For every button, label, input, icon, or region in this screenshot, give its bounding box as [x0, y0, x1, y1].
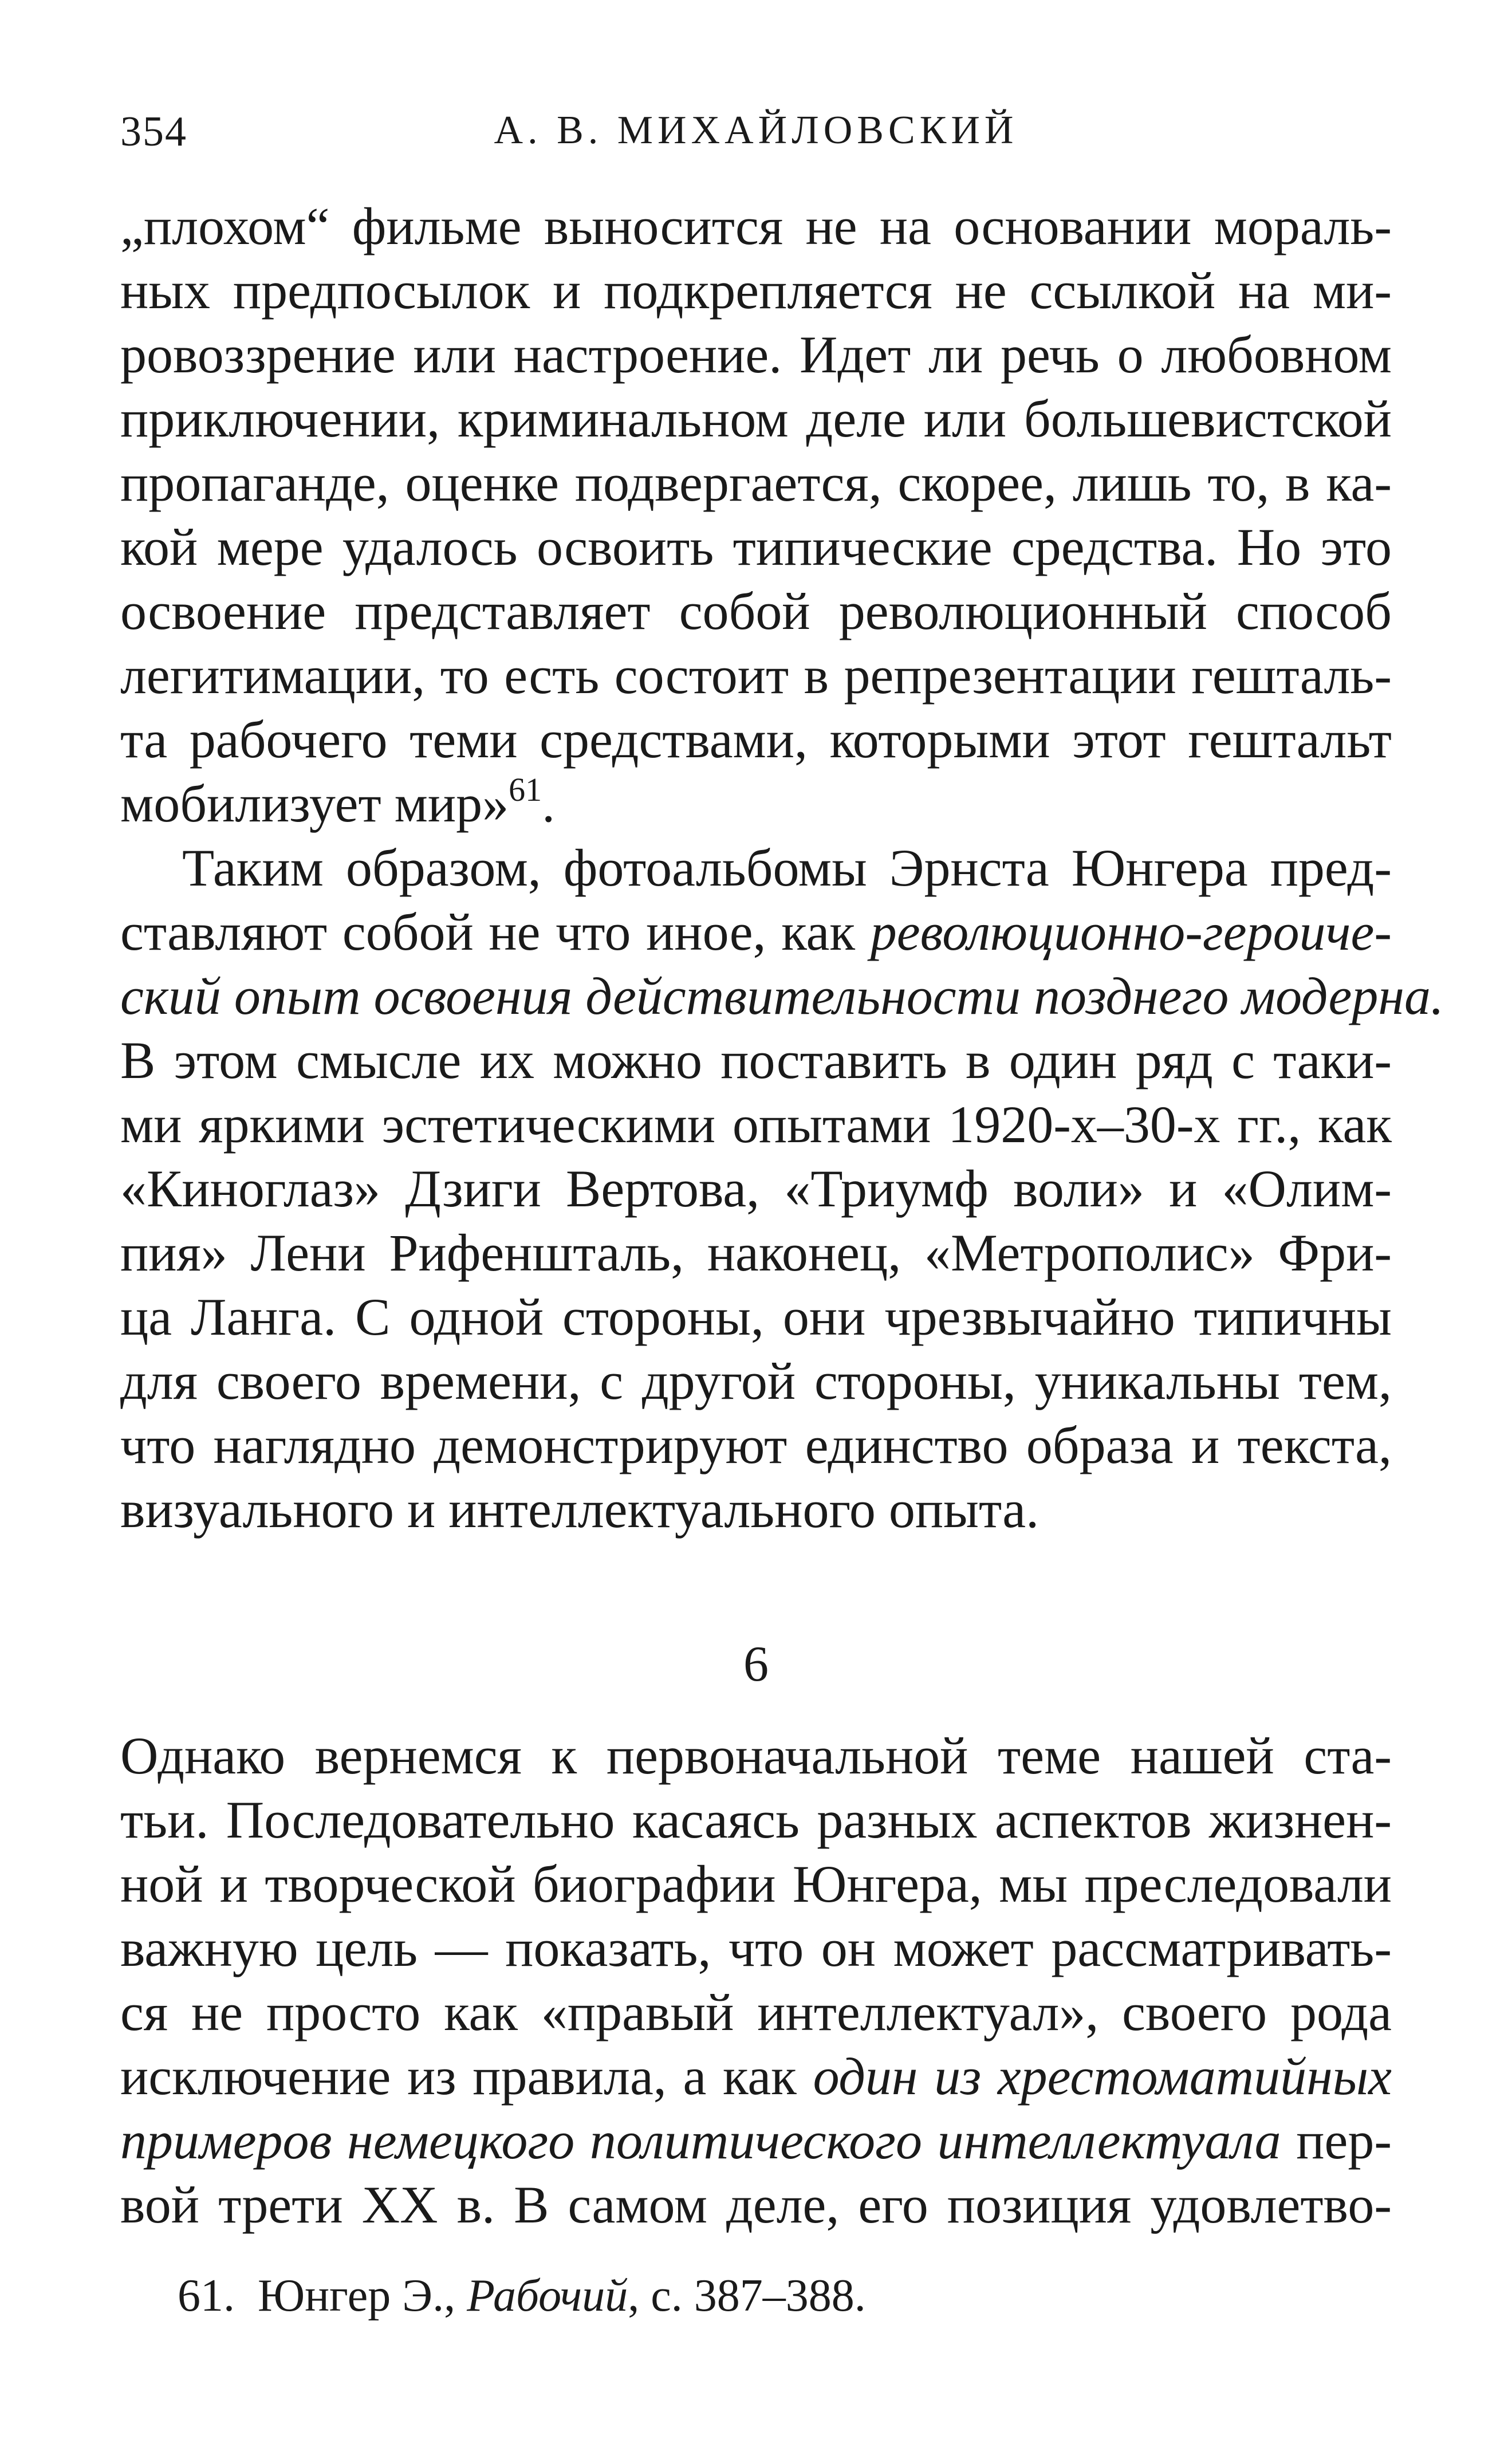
text-line	[120, 2045, 1392, 2111]
text-line: ровоззрение или настроение. Идет ли речь о любовном	[120, 325, 1392, 384]
text-line: тьи. Последовательно касаясь разных аспектов жизнен-	[120, 1791, 1392, 1849]
text-span: мобилизует мир»	[120, 774, 509, 833]
text-line: ных предпосылок и подкрепляется не ссылкой на ми-	[120, 261, 1392, 320]
text-line: „плохом“ фильме выносится не на основании мораль-	[120, 197, 1392, 255]
text-line: В этом смысле их можно поставить в один ряд с таки-	[120, 1031, 1392, 1089]
page-number: 354	[120, 108, 187, 155]
text-line: ной и творческой биографии Юнгера, мы преследовали	[120, 1855, 1392, 1913]
text-line: для своего времени, с другой стороны, уникальны тем,	[120, 1352, 1392, 1410]
text-line: вой трети XX в. В самом деле, его позиция удовлетво-	[120, 2176, 1392, 2234]
italic-emphasis: революционно-героиче-	[870, 903, 1392, 961]
text-line: легитимации, то есть состоит в репрезентации гешталь-	[120, 646, 1392, 705]
text-line: кой мере удалось освоить типические средства. Но это	[120, 518, 1392, 576]
text-span: пер-	[1281, 2111, 1392, 2170]
text-line	[120, 772, 1392, 838]
italic-emphasis: примеров немецкого политического интеллектуала	[120, 2111, 1281, 2170]
text-line: Таким образом, фотоальбомы Эрнста Юнгера пред-	[182, 839, 1392, 897]
text-line: приключении, криминальном деле или большевистской	[120, 390, 1392, 448]
text-span: ставляют собой не что иное, как	[120, 903, 871, 961]
section-number: 6	[743, 1636, 769, 1692]
footnote	[178, 2267, 866, 2324]
footnote-number: 61.	[178, 2271, 235, 2321]
text-line: ми яркими эстетическими опытами 1920-х–30-х гг., как	[120, 1095, 1392, 1154]
text-line: Однако вернемся к первоначальной теме нашей ста-	[120, 1726, 1392, 1785]
text-line: та рабочего теми средствами, которыми этот гештальт	[120, 710, 1392, 769]
italic-emphasis: один из хрестоматийных	[813, 2047, 1392, 2106]
text-line	[120, 965, 1444, 1030]
footnote-reference[interactable]: 61	[509, 771, 542, 809]
text-line: ца Ланга. С одной стороны, они чрезвычайно типичны	[120, 1288, 1392, 1346]
text-line: пропаганде, оценке подвергается, скорее, лишь то, в ка-	[120, 454, 1392, 512]
text-line: освоение представляет собой революционный способ	[120, 582, 1392, 640]
page-header	[120, 108, 1392, 171]
footnote-pages: , с. 387–388.	[628, 2271, 866, 2321]
running-head: А. В. МИХАЙЛОВСКИЙ	[494, 108, 1018, 152]
footnote-title: Рабочий	[467, 2271, 628, 2321]
text-line	[120, 900, 1392, 966]
text-line: пия» Лени Рифеншталь, наконец, «Метрополис» Фри-	[120, 1224, 1392, 1282]
text-line	[120, 2109, 1392, 2175]
text-span: исключение из правила, а как	[120, 2047, 813, 2106]
text-line: «Киноглаз» Дзиги Вертова, «Триумф воли» и «Олим-	[120, 1159, 1392, 1218]
text-span: .	[542, 774, 556, 833]
text-line: визуального и интеллектуального опыта.	[120, 1480, 1040, 1539]
italic-emphasis: ский опыт освоения действительности позднего модерна.	[120, 967, 1444, 1025]
footnote-author: Юнгер Э.,	[258, 2271, 467, 2321]
text-line: ся не просто как «правый интеллектуал», своего рода	[120, 1983, 1392, 2041]
text-line: важную цель — показать, что он может рассматривать-	[120, 1919, 1392, 1977]
text-line: что наглядно демонстрируют единство образа и текста,	[120, 1416, 1392, 1474]
